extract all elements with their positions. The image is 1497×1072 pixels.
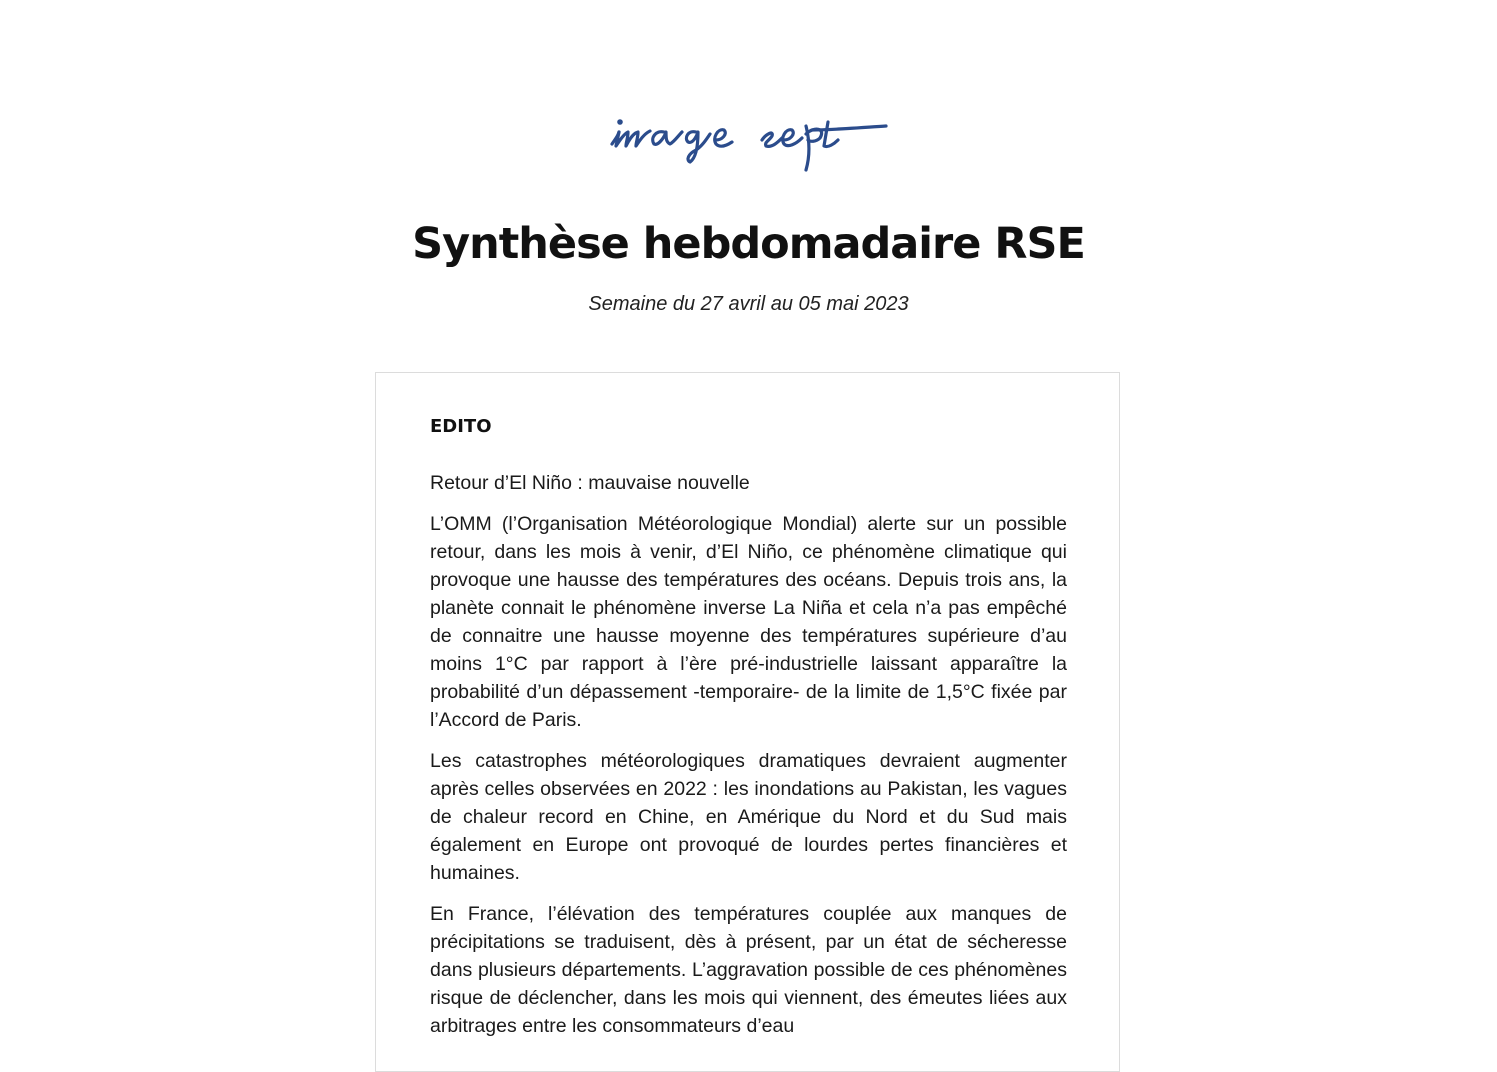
edito-card	[375, 372, 1120, 1072]
edito-headline: Retour d’El Niño : mauvaise nouvelle	[430, 472, 750, 494]
week-subtitle: Semaine du 27 avril au 05 mai 2023	[588, 293, 909, 315]
page-title: Synthèse hebdomadaire RSE	[412, 219, 1085, 269]
edito-paragraph-2: Les catastrophes météorologiques dramatiques devraient augmenter après celles observées en 2022 : les inondations au Pakistan, les vagues de chaleur record en Chine, en Amérique du Nord et du Sud mais également en Europe ont provoqué de lourdes pertes financières et humaines.	[430, 750, 1067, 884]
edito-paragraph-1: L’OMM (l’Organisation Météorologique Mondial) alerte sur un possible retour, dans les mois à venir, d’El Niño, ce phénomène climatique qui provoque une hausse des températures des océans. Depuis trois ans, la planète connait le phénomène inverse La Niña et cela n’a pas empêché de connaitre une hausse moyenne des températures supérieure d’au moins 1°C par rapport à l’ère pré-industrielle laissant apparaître la probabilité d’un dépassement -temporaire- de la limite de 1,5°C fixée par l’Accord de Paris.	[430, 513, 1067, 731]
image-sept-logo	[606, 112, 892, 176]
edito-paragraph-3: En France, l’élévation des températures couplée aux manques de précipitations se traduisent, dès à présent, par un état de sécheresse dans plusieurs départements. L’aggravation possible de ces phénomènes risque de déclencher, dans les mois qui viennent, des émeutes liées aux arbitrages entre les consommateurs d’eau	[430, 903, 1067, 1037]
section-label: EDITO	[430, 416, 492, 437]
edito-content	[430, 413, 1067, 1040]
signature-logo-graphic	[606, 112, 892, 176]
